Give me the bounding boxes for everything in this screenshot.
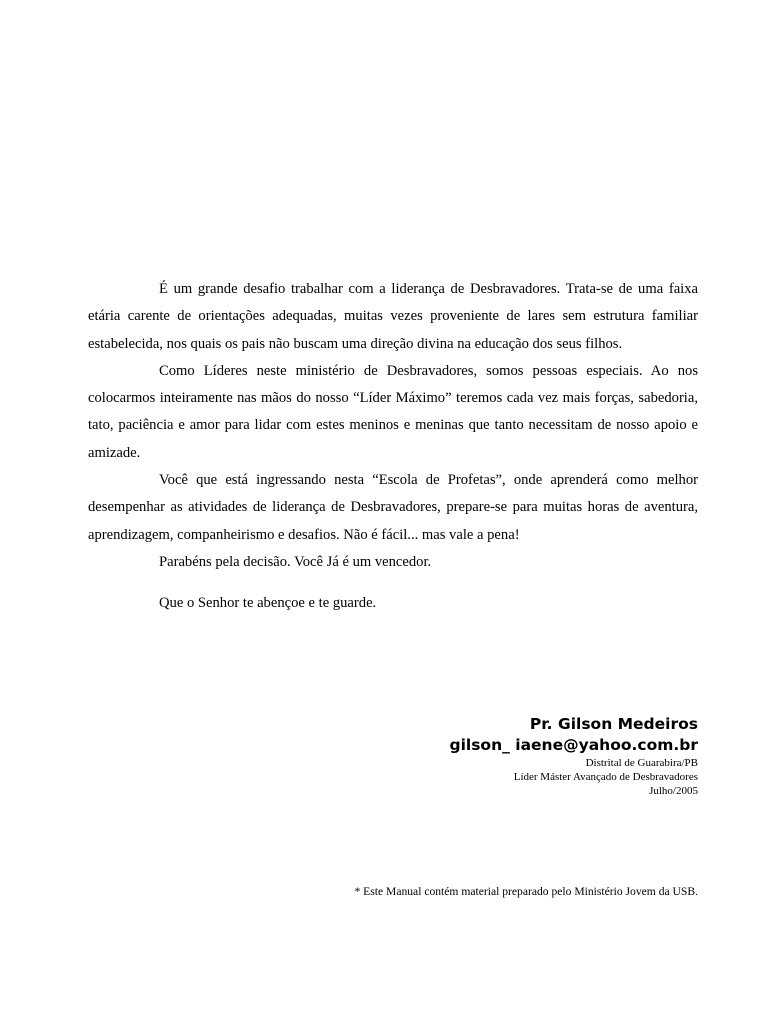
paragraph-intro: É um grande desafio trabalhar com a liderança de Desbravadores. Trata-se de uma faixa etária carente de orientações adequadas, muitas vezes proveniente de lares sem estrutura familiar estabelecida, nos quais os pais não buscam uma direção divina na educação dos seus filhos. [88,281,698,352]
paragraph-congrats: Parabéns pela decisão. Você Já é um vencedor. [159,553,432,570]
signature-role: Líder Máster Avançado de Desbravadores [513,771,698,783]
paragraph-blessing: Que o Senhor te abençoe e te guarde. [159,595,377,612]
signature-block [449,714,698,798]
signature-email: gilson_ iaene@yahoo.com.br [449,736,698,754]
paragraph-leaders: Como Líderes neste ministério de Desbravadores, somos pessoas especiais. Ao nos colocarmos inteiramente nas mãos do nosso “Líder Máximo” teremos cada vez mais forças, sabedoria, tato, paciência e amor para lidar com estes meninos e meninas que tanto necessitam de nosso apoio e amizade. [88,362,698,461]
paragraph-school: Você que está ingressando nesta “Escola de Profetas”, onde aprenderá como melhor desempenhar as atividades de liderança de Desbravadores, prepare-se para muitas horas de aventura, aprendizagem, companheirismo e desafios. Não é fácil... mas vale a pena! [88,472,698,543]
footnote: * Este Manual contém material preparado pelo Ministério Jovem da USB. [354,885,698,898]
letter-body [88,276,698,618]
signature-name: Pr. Gilson Medeiros [529,715,698,733]
signature-district: Distrital de Guarabira/PB [585,757,698,769]
signature-date: Julho/2005 [649,785,698,797]
